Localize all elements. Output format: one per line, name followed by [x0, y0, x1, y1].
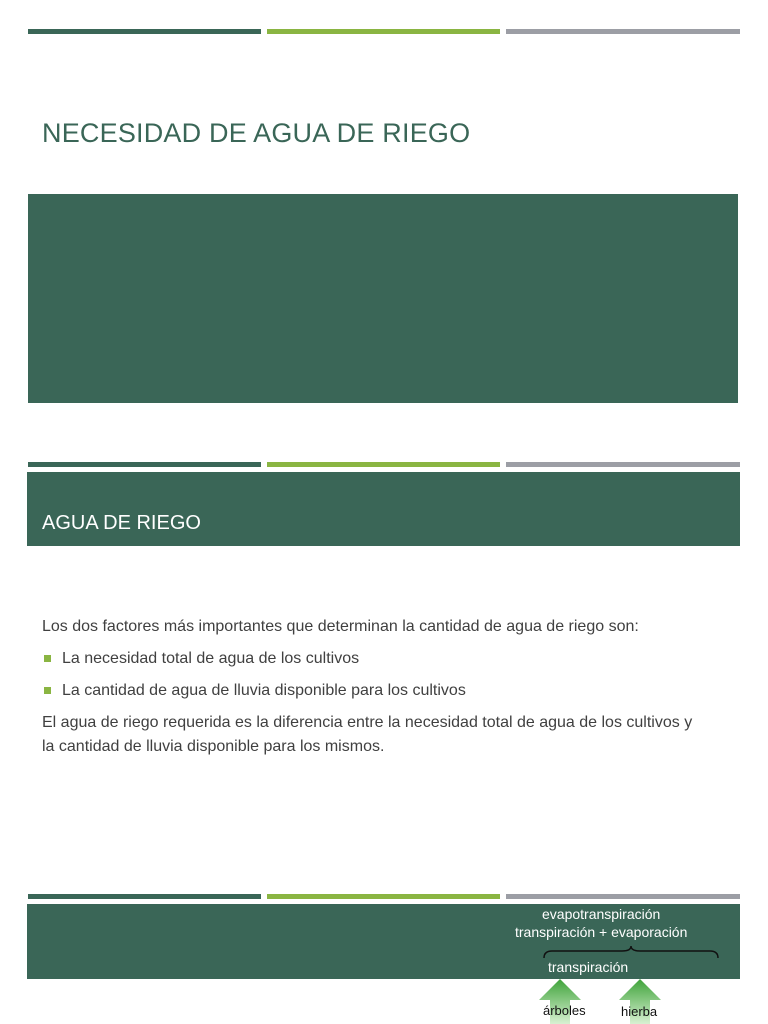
diagram-label-trees: árboles [543, 1003, 586, 1018]
intro-paragraph: Los dos factores más importantes que determinan la cantidad de agua de riego son: [42, 618, 639, 635]
slide1-content-block [28, 194, 738, 403]
slide2-body [42, 615, 702, 767]
list-item [42, 679, 702, 703]
conclusion-paragraph: El agua de riego requerida es la diferencia entre la necesidad total de agua de los cultivos y la cantidad de lluvia disponible para los mismos. [42, 714, 693, 755]
accent-bar-gray [506, 462, 740, 467]
curly-brace-icon [542, 944, 720, 960]
factor-list [42, 647, 702, 703]
slide1-title: NECESIDAD DE AGUA DE RIEGO [42, 118, 471, 148]
diagram-label-transpiration: transpiración [548, 959, 629, 975]
accent-bar-light [267, 894, 500, 899]
accent-bar-light [267, 462, 500, 467]
diagram-label-grass: hierba [621, 1004, 658, 1019]
square-bullet-icon [44, 655, 51, 662]
slide1-accent-bars [28, 29, 740, 34]
accent-bar-dark [28, 29, 261, 34]
accent-bar-gray [506, 894, 740, 899]
accent-bar-light [267, 29, 500, 34]
slide2-accent-bars [28, 462, 740, 467]
slide2-title: AGUA DE RIEGO [42, 512, 201, 534]
list-item-text: La cantidad de agua de lluvia disponible para los cultivos [62, 682, 466, 699]
slide3-accent-bars [28, 894, 740, 899]
accent-bar-dark [28, 894, 261, 899]
square-bullet-icon [44, 687, 51, 694]
accent-bar-gray [506, 29, 740, 34]
evapotranspiration-diagram [500, 900, 740, 1024]
diagram-label-evapotranspiration: evapotranspiración [542, 906, 661, 922]
diagram-label-sum: transpiración + evaporación [515, 924, 688, 940]
accent-bar-dark [28, 462, 261, 467]
slide2-title-band [27, 472, 740, 546]
list-item-text: La necesidad total de agua de los cultivos [62, 650, 360, 667]
list-item [42, 647, 702, 671]
